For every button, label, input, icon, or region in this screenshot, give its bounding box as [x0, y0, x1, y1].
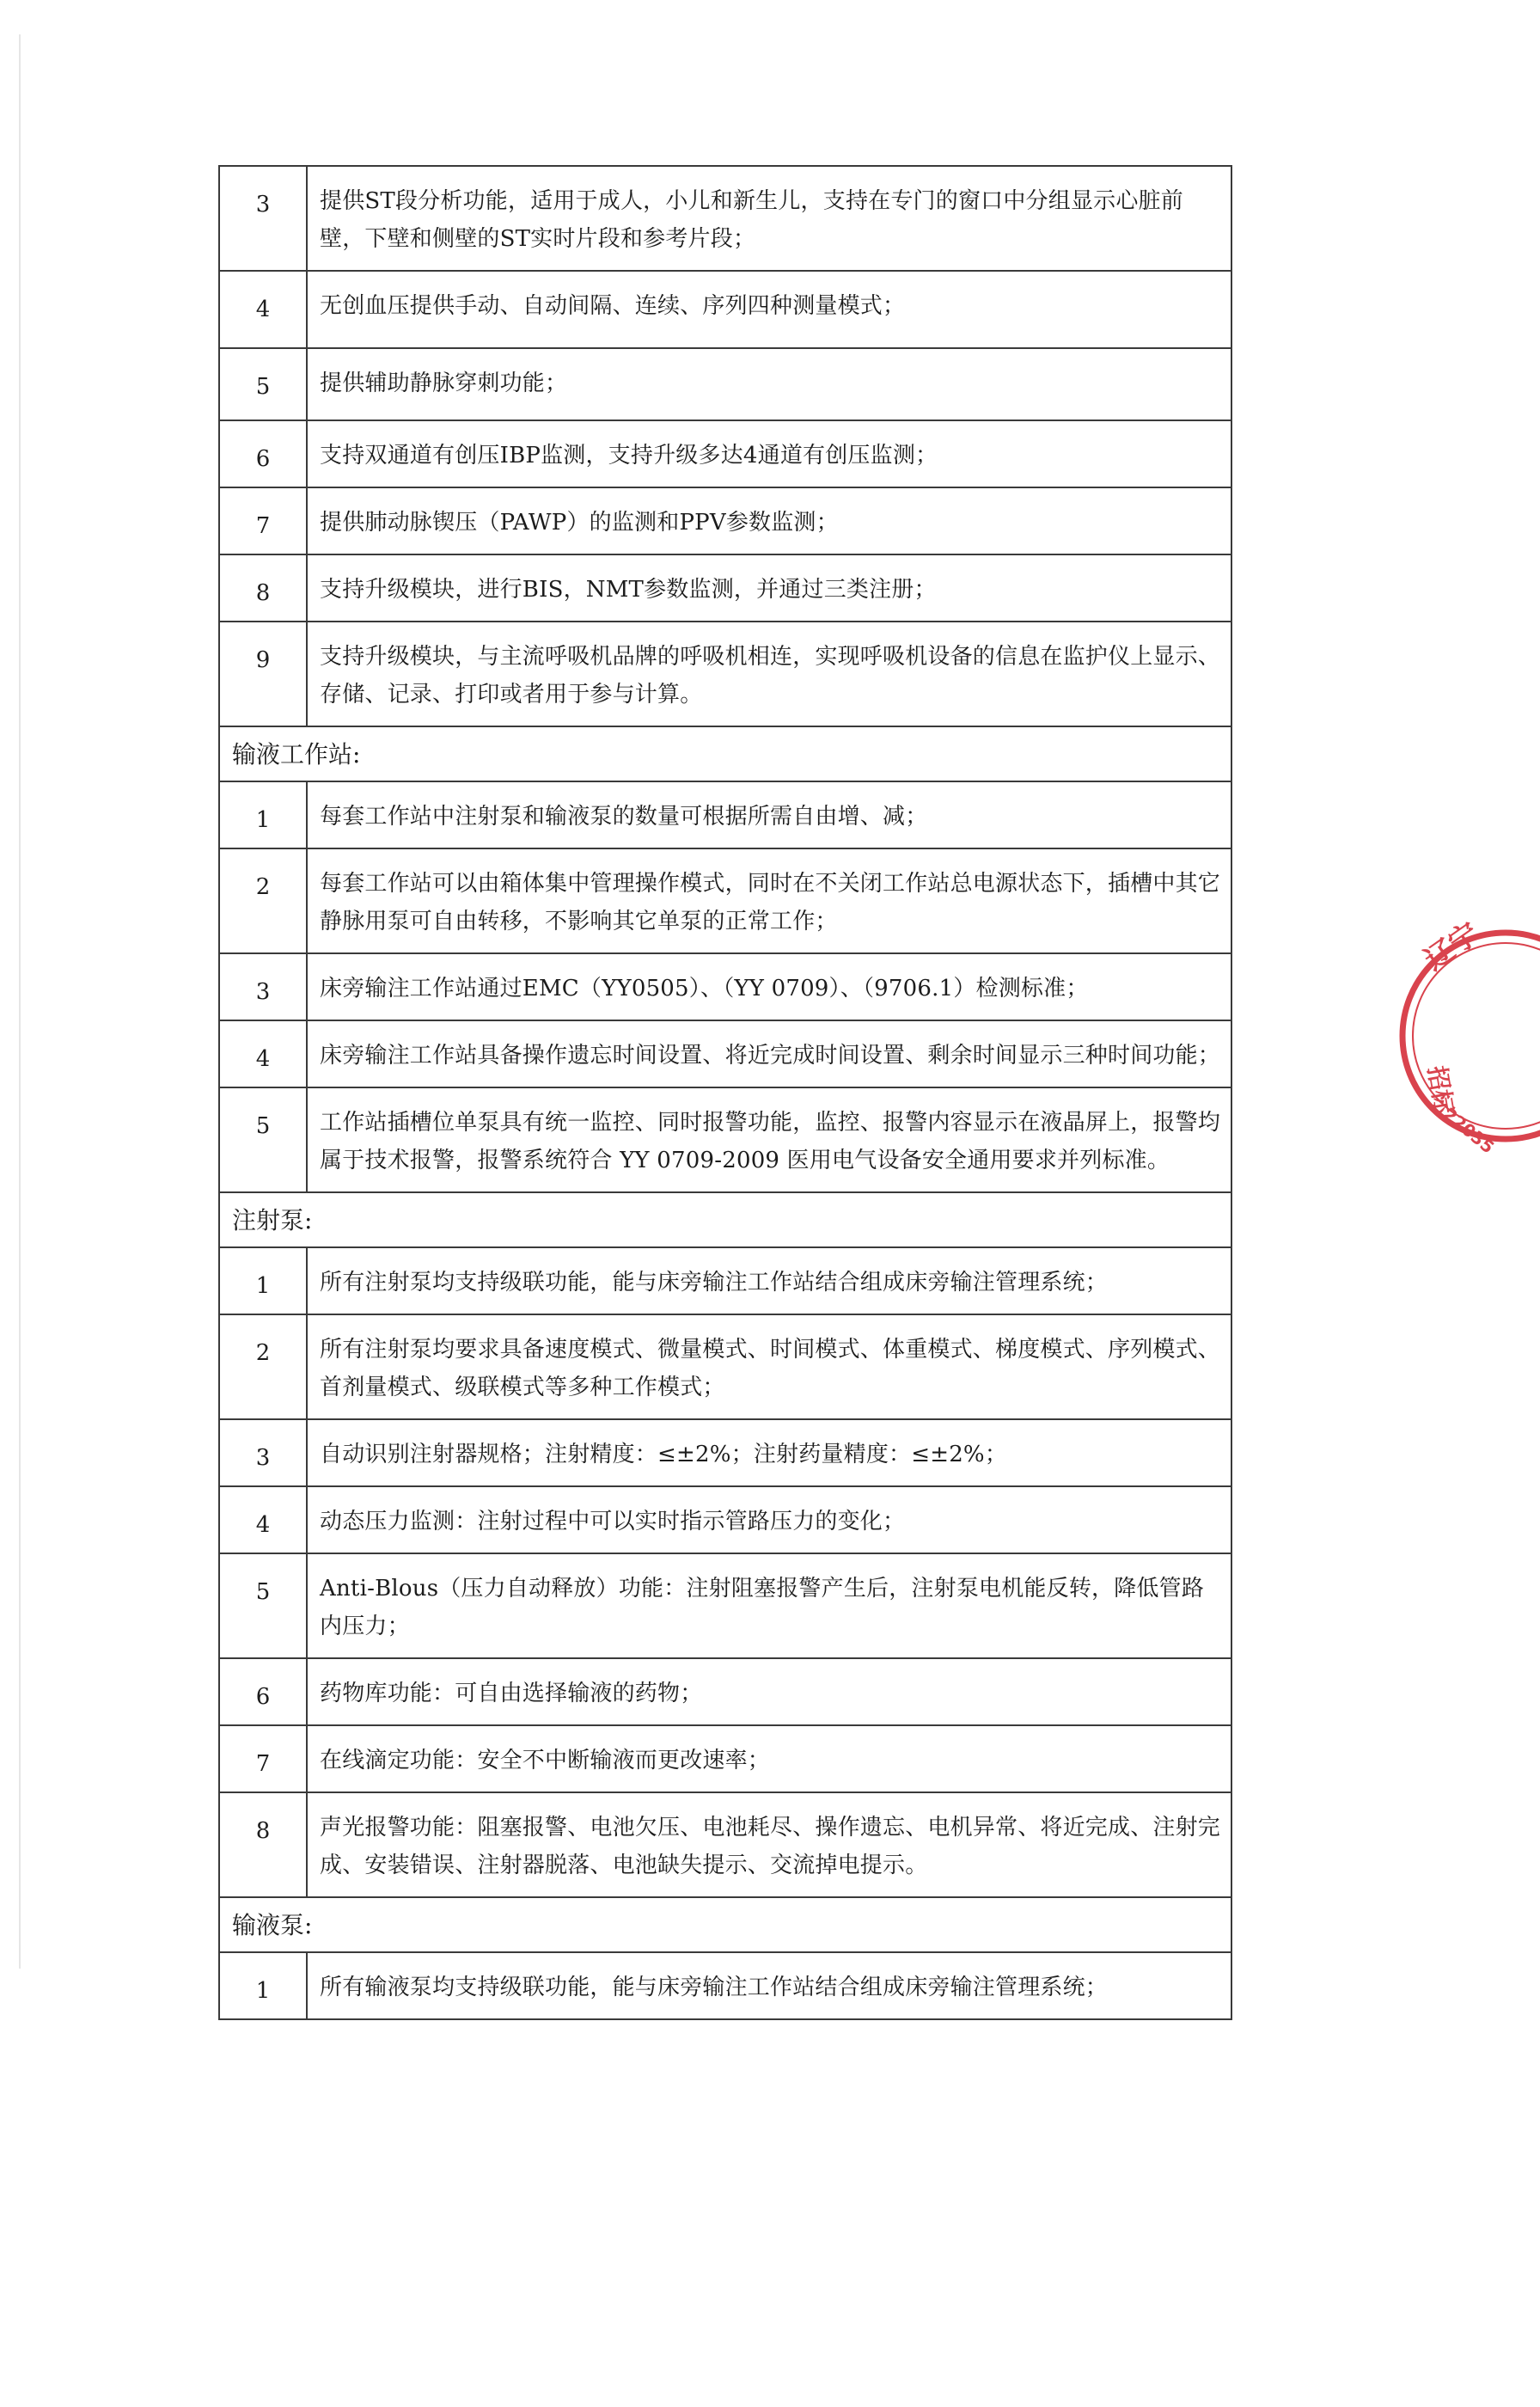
row-number: 2 [219, 848, 307, 953]
table-row [219, 781, 1231, 848]
row-number: 4 [219, 1020, 307, 1087]
table-row [219, 1087, 1231, 1192]
table-row [219, 1658, 1231, 1725]
section-title: 输液泵: [219, 1897, 1231, 1952]
section-header-row [219, 1897, 1231, 1952]
row-number: 3 [219, 166, 307, 271]
section-header-row [219, 726, 1231, 781]
table-row [219, 1247, 1231, 1314]
row-text: 提供ST段分析功能，适用于成人，小儿和新生儿，支持在专门的窗口中分组显示心脏前壁，下壁和侧壁的ST实时片段和参考片段； [307, 166, 1231, 271]
row-number: 8 [219, 1792, 307, 1897]
row-text: 在线滴定功能：安全不中断输液而更改速率； [307, 1725, 1231, 1792]
row-number: 5 [219, 1553, 307, 1658]
table-row [219, 1725, 1231, 1792]
seal-outer-ring [1402, 933, 1540, 1139]
row-number: 8 [219, 554, 307, 622]
row-number: 3 [219, 1419, 307, 1486]
row-number: 1 [219, 781, 307, 848]
row-number: 9 [219, 622, 307, 726]
row-number: 7 [219, 1725, 307, 1792]
table-row [219, 554, 1231, 622]
row-text: 无创血压提供手动、自动间隔、连续、序列四种测量模式； [307, 271, 1231, 348]
row-number: 6 [219, 420, 307, 487]
table-row [219, 1792, 1231, 1897]
row-text: 提供肺动脉锲压（PAWP）的监测和PPV参数监测； [307, 487, 1231, 554]
table-row [219, 166, 1231, 271]
row-text: 每套工作站可以由箱体集中管理操作模式，同时在不关闭工作站总电源状态下，插槽中其它静脉用泵可自由转移，不影响其它单泵的正常工作； [307, 848, 1231, 953]
section-title: 输液工作站: [219, 726, 1231, 781]
row-number: 1 [219, 1247, 307, 1314]
row-number: 5 [219, 348, 307, 420]
row-text: 药物库功能：可自由选择输液的药物； [307, 1658, 1231, 1725]
row-number: 7 [219, 487, 307, 554]
table-row [219, 1314, 1231, 1419]
section-title: 注射泵: [219, 1192, 1231, 1247]
table-row [219, 1419, 1231, 1486]
row-text: 所有注射泵均要求具备速度模式、微量模式、时间模式、体重模式、梯度模式、序列模式、首剂量模式、级联模式等多种工作模式； [307, 1314, 1231, 1419]
row-text: 提供辅助静脉穿刺功能； [307, 348, 1231, 420]
row-text: 声光报警功能：阻塞报警、电池欠压、电池耗尽、操作遗忘、电机异常、将近完成、注射完成、安装错误、注射器脱落、电池缺失提示、交流掉电提示。 [307, 1792, 1231, 1897]
table-row [219, 420, 1231, 487]
section-header-row [219, 1192, 1231, 1247]
row-text: 工作站插槽位单泵具有统一监控、同时报警功能，监控、报警内容显示在液晶屏上，报警均属于技术报警，报警系统符合 YY 0709-2009 医用电气设备安全通用要求并列标准。 [307, 1087, 1231, 1192]
row-text: Anti-Blous（压力自动释放）功能：注射阻塞报警产生后，注射泵电机能反转，降低管路内压力； [307, 1553, 1231, 1658]
row-text: 所有输液泵均支持级联功能，能与床旁输注工作站结合组成床旁输注管理系统； [307, 1952, 1231, 2019]
row-text: 床旁输注工作站通过EMC（YY0505）、（YY 0709）、（9706.1）检测标准； [307, 953, 1231, 1020]
row-text: 每套工作站中注射泵和输液泵的数量可根据所需自由增、减； [307, 781, 1231, 848]
row-text: 支持双通道有创压IBP监测，支持升级多达4通道有创压监测； [307, 420, 1231, 487]
row-number: 3 [219, 953, 307, 1020]
row-text: 自动识别注射器规格；注射精度：≤±2%；注射药量精度：≤±2%； [307, 1419, 1231, 1486]
table-row [219, 1553, 1231, 1658]
red-seal-stamp [1368, 911, 1540, 1161]
table-row [219, 1952, 1231, 2019]
row-number: 4 [219, 1486, 307, 1553]
table-row [219, 1486, 1231, 1553]
table-row [219, 348, 1231, 420]
row-number: 2 [219, 1314, 307, 1419]
row-number: 5 [219, 1087, 307, 1192]
row-text: 支持升级模块，进行BIS，NMT参数监测，并通过三类注册； [307, 554, 1231, 622]
row-text: 动态压力监测：注射过程中可以实时指示管路压力的变化； [307, 1486, 1231, 1553]
row-number: 4 [219, 271, 307, 348]
seal-text-mid: 招标 [1422, 1063, 1459, 1117]
table-row [219, 271, 1231, 348]
scan-edge-shadow [19, 34, 21, 1969]
row-number: 1 [219, 1952, 307, 2019]
row-text: 支持升级模块，与主流呼吸机品牌的呼吸机相连，实现呼吸机设备的信息在监护仪上显示、存储、记录、打印或者用于参与计算。 [307, 622, 1231, 726]
spec-table [218, 165, 1232, 2020]
row-text: 床旁输注工作站具备操作遗忘时间设置、将近完成时间设置、剩余时间显示三种时间功能； [307, 1020, 1231, 1087]
table-row [219, 622, 1231, 726]
seal-code: 22035 [1439, 1103, 1499, 1158]
row-text: 所有注射泵均支持级联功能，能与床旁输注工作站结合组成床旁输注管理系统； [307, 1247, 1231, 1314]
table-row [219, 1020, 1231, 1087]
table-row [219, 848, 1231, 953]
row-number: 6 [219, 1658, 307, 1725]
table-row [219, 953, 1231, 1020]
table-row [219, 487, 1231, 554]
seal-text-top: 辽宁 [1418, 916, 1486, 978]
